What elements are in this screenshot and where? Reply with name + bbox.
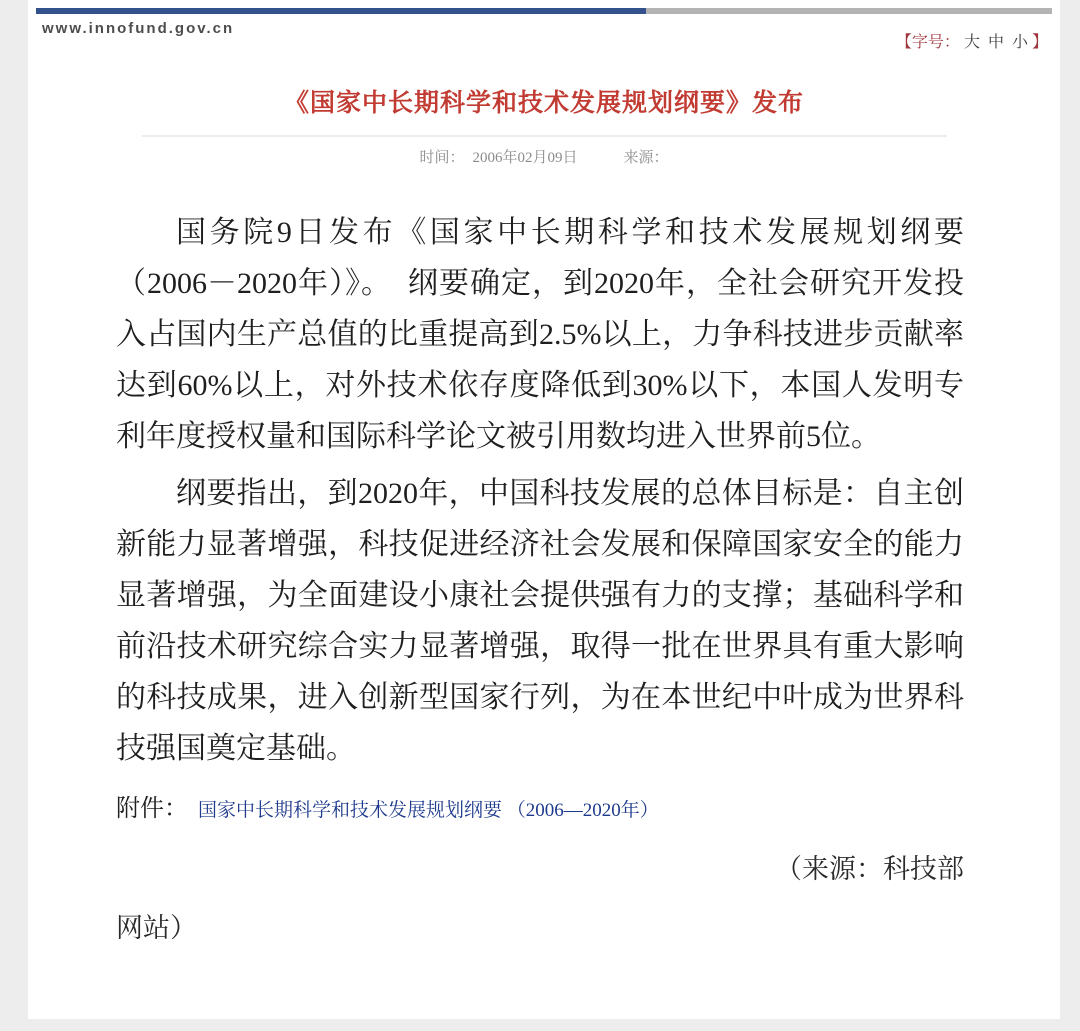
source-note-line2: 网站） <box>116 913 197 943</box>
font-size-option-large[interactable]: 大 <box>963 34 980 51</box>
font-size-widget <box>896 29 1048 52</box>
top-bar <box>28 0 1060 14</box>
site-url: www.innofund.gov.cn <box>42 20 235 37</box>
article-body <box>28 207 1060 945</box>
meta-time-label: 时间： <box>419 150 465 166</box>
meta-time-value: 2006年02月09日 <box>472 150 578 166</box>
title-divider <box>142 135 947 137</box>
source-note-line1: （来源：科技部 <box>775 854 964 884</box>
font-size-option-medium[interactable]: 中 <box>987 34 1004 51</box>
article-title: 《国家中长期科学和技术发展规划纲要》发布 <box>283 90 804 117</box>
font-size-widget-suffix: 】 <box>1031 34 1048 51</box>
article-paragraph-1: 国务院9日发布《国家中长期科学和技术发展规划纲要（2006－2020年）》。 纲要确定，到2020年，全社会研究开发投入占国内生产总值的比重提高到2.5%以上，力争科技进步贡献率达到60%以上，对外技术依存度降低到30%以下，本国人发明专利年度授权量和国际科学论文被引用数均进入世界前5位。 <box>116 216 964 453</box>
attachment-label: 附件： <box>116 796 188 822</box>
article-meta <box>28 146 1060 167</box>
font-size-widget-prefix: 【字号： <box>895 34 960 51</box>
top-bar-gray-segment <box>646 8 1052 14</box>
font-size-option-small[interactable]: 小 <box>1011 34 1028 51</box>
page-card <box>28 0 1060 1019</box>
article-paragraph-2: 纲要指出，到2020年，中国科技发展的总体目标是：自主创新能力显著增强，科技促进经济社会发展和保障国家安全的能力显著增强，为全面建设小康社会提供强有力的支撑；基础科学和前沿技术研究综合实力显著增强，取得一批在世界具有重大影响的科技成果，进入创新型国家行列，为在本世纪中叶成为世界科技强国奠定基础。 <box>116 477 964 765</box>
meta-source-label: 来源： <box>623 150 669 166</box>
attachment-row <box>116 788 964 823</box>
attachment-link[interactable]: 国家中长期科学和技术发展规划纲要 （2006—2020年） <box>198 800 659 821</box>
top-bar-blue-segment <box>36 8 646 14</box>
